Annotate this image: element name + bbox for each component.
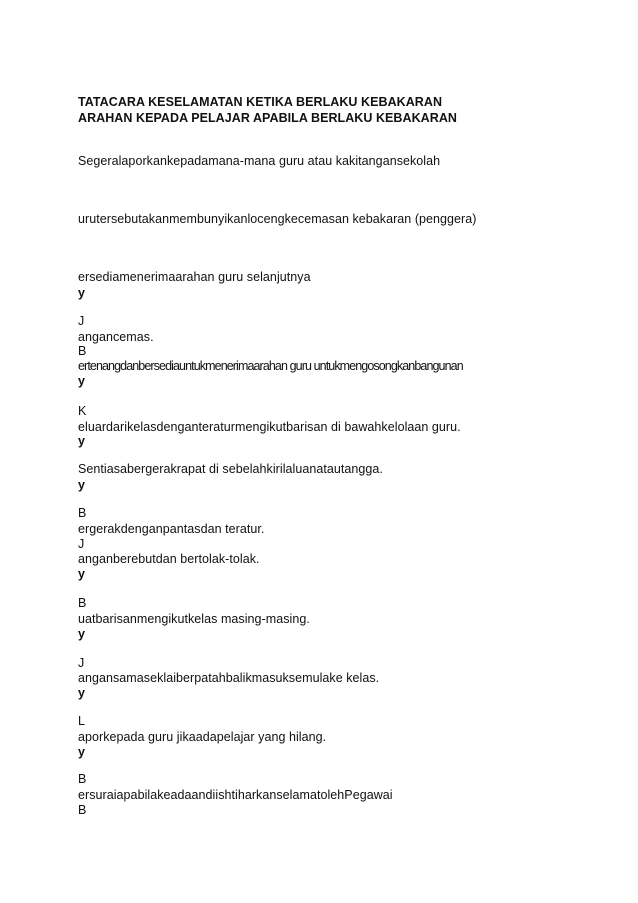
bullet-marker: y [78,686,86,700]
bullet-marker: y [78,434,86,448]
instruction-initial: B [78,596,87,610]
bullet-marker: y [78,745,86,759]
instruction-line: ersediamenerimaarahan guru selanjutnya [78,270,311,284]
bullet-marker: y [78,567,86,581]
instruction-line: ergerakdenganpantasdan teratur. [78,522,265,536]
bullet-marker: y [78,478,86,492]
document-title-line-1: TATACARA KESELAMATAN KETIKA BERLAKU KEBAKARAN [78,95,443,109]
instruction-initial: K [78,404,87,418]
instruction-line: aporkepada guru jikaadapelajar yang hilang. [78,730,327,744]
instruction-line: urutersebutakanmembunyikanlocengkecemasan kebakaran (penggera) [78,212,477,226]
instruction-initial: B [78,506,87,520]
instruction-line: angansamaseklaiberpatahbalikmasuksemulake kelas. [78,671,380,685]
instruction-initial: B [78,344,87,358]
instruction-line: anganberebutdan bertolak-tolak. [78,552,260,566]
document-title-line-2: ARAHAN KEPADA PELAJAR APABILA BERLAKU KEBAKARAN [78,111,457,125]
instruction-line: angancemas. [78,330,154,344]
instruction-line: ersuraiapabilakeadaandiishtiharkanselamatolehPegawai [78,788,393,802]
instruction-initial: J [78,537,85,551]
instruction-line: uatbarisanmengikutkelas masing-masing. [78,612,310,626]
bullet-marker: y [78,286,86,300]
instruction-initial: L [78,714,86,728]
instruction-initial: B [78,772,87,786]
instruction-line: ertenangdanbersediauntukmenerimaarahan guru untukmengosongkanbangunan [78,359,463,373]
bullet-marker: y [78,374,86,388]
bullet-marker: y [78,627,86,641]
instruction-initial: B [78,803,87,817]
instruction-initial: J [78,656,85,670]
instruction-initial: J [78,314,85,328]
instruction-line: eluardarikelasdenganteraturmengikutbarisan di bawahkelolaan guru. [78,420,461,434]
instruction-line: Sentiasabergerakrapat di sebelahkirilaluanatautangga. [78,462,383,476]
instruction-line: Segeralaporkankepadamana-mana guru atau kakitangansekolah [78,154,441,168]
